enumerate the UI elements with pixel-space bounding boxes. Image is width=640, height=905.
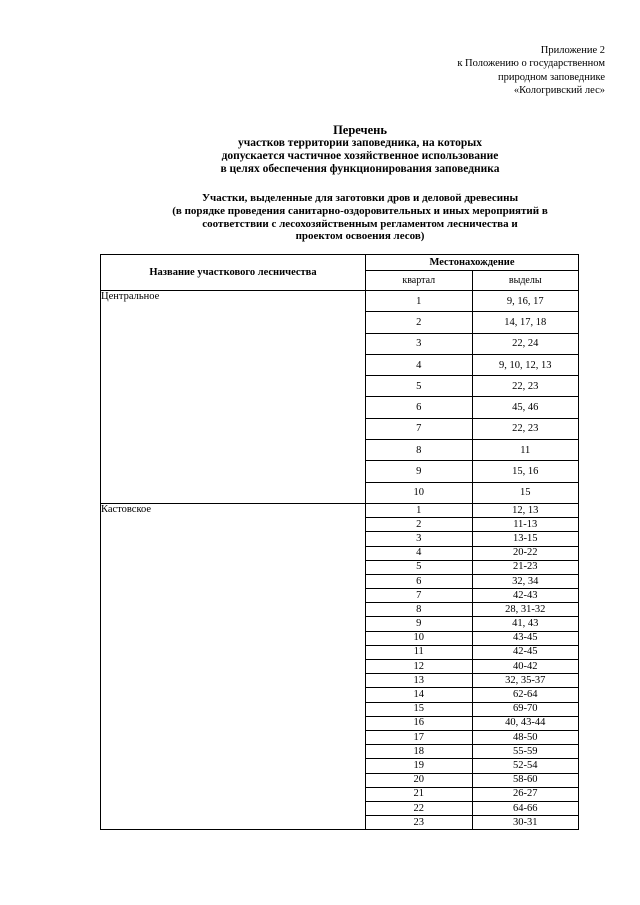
header-forestry-name: Название участкового лесничества [101, 255, 366, 291]
kvartal-cell: 19 [366, 759, 473, 773]
kvartal-cell: 6 [366, 574, 473, 588]
title-line: Перечень [333, 123, 387, 137]
vydely-cell: 22, 23 [472, 376, 579, 397]
subtitle-line: (в порядке проведения санитарно-оздоровительных и иных мероприятий в [172, 204, 548, 217]
header-kvartal: квартал [366, 271, 473, 291]
vydely-cell: 20-22 [472, 546, 579, 560]
kvartal-cell: 15 [366, 702, 473, 716]
appendix-line: природном заповеднике [497, 71, 605, 83]
kvartal-cell: 21 [366, 787, 473, 801]
title-line: в целях обеспечения функционирования заповедника [220, 163, 500, 175]
vydely-cell: 11 [472, 440, 579, 461]
kvartal-cell: 5 [366, 560, 473, 574]
vydely-cell: 43-45 [472, 631, 579, 645]
vydely-cell: 55-59 [472, 745, 579, 759]
vydely-cell: 41, 43 [472, 617, 579, 631]
kvartal-cell: 9 [366, 461, 473, 482]
vydely-cell: 15, 16 [472, 461, 579, 482]
subtitle-line: проектом освоения лесов) [295, 230, 425, 243]
kvartal-cell: 20 [366, 773, 473, 787]
header-vydely: выделы [472, 271, 579, 291]
kvartal-cell: 1 [366, 503, 473, 517]
vydely-cell: 62-64 [472, 688, 579, 702]
vydely-cell: 26-27 [472, 787, 579, 801]
kvartal-cell: 4 [366, 546, 473, 560]
kvartal-cell: 3 [366, 532, 473, 546]
kvartal-cell: 7 [366, 418, 473, 439]
appendix-line: к Положению о государственном [457, 58, 605, 70]
title-line: допускается частичное хозяйственное использование [221, 150, 499, 162]
vydely-cell: 28, 31-32 [472, 603, 579, 617]
header-location: Местонахождение [366, 255, 579, 271]
vydely-cell: 40-42 [472, 660, 579, 674]
kvartal-cell: 6 [366, 397, 473, 418]
vydely-cell: 9, 10, 12, 13 [472, 354, 579, 375]
appendix-header [457, 44, 605, 98]
subtitle-line: Участки, выделенные для заготовки дров и деловой древесины [201, 192, 519, 204]
vydely-cell: 52-54 [472, 759, 579, 773]
kvartal-cell: 3 [366, 333, 473, 354]
vydely-cell: 12, 13 [472, 503, 579, 517]
vydely-cell: 40, 43-44 [472, 716, 579, 730]
kvartal-cell: 17 [366, 730, 473, 744]
kvartal-cell: 10 [366, 631, 473, 645]
plots-table [100, 254, 579, 830]
title-line: участков территории заповедника, на которых [238, 137, 482, 149]
vydely-cell: 22, 23 [472, 418, 579, 439]
vydely-cell: 9, 16, 17 [472, 291, 579, 312]
kvartal-cell: 1 [366, 291, 473, 312]
vydely-cell: 42-43 [472, 589, 579, 603]
kvartal-cell: 8 [366, 440, 473, 461]
vydely-cell: 48-50 [472, 730, 579, 744]
table-row [101, 503, 579, 517]
vydely-cell: 42-45 [472, 645, 579, 659]
kvartal-cell: 11 [366, 645, 473, 659]
appendix-line: Приложение 2 [540, 45, 605, 56]
vydely-cell: 11-13 [472, 518, 579, 532]
kvartal-cell: 2 [366, 312, 473, 333]
kvartal-cell: 12 [366, 660, 473, 674]
table-row [101, 291, 579, 312]
kvartal-cell: 22 [366, 801, 473, 815]
document-title [100, 124, 620, 176]
kvartal-cell: 7 [366, 589, 473, 603]
kvartal-cell: 5 [366, 376, 473, 397]
plots-table-body [101, 291, 579, 830]
subtitle-line: соответствии с лесохозяйственным регламентом лесничества и [202, 217, 518, 230]
kvartal-cell: 8 [366, 603, 473, 617]
kvartal-cell: 16 [366, 716, 473, 730]
vydely-cell: 22, 24 [472, 333, 579, 354]
forestry-name: Центральное [101, 291, 366, 504]
kvartal-cell: 14 [366, 688, 473, 702]
vydely-cell: 14, 17, 18 [472, 312, 579, 333]
vydely-cell: 69-70 [472, 702, 579, 716]
vydely-cell: 32, 35-37 [472, 674, 579, 688]
kvartal-cell: 23 [366, 816, 473, 830]
vydely-cell: 45, 46 [472, 397, 579, 418]
section-subtitle [100, 192, 620, 243]
kvartal-cell: 4 [366, 354, 473, 375]
kvartal-cell: 2 [366, 518, 473, 532]
kvartal-cell: 10 [366, 482, 473, 503]
kvartal-cell: 9 [366, 617, 473, 631]
vydely-cell: 64-66 [472, 801, 579, 815]
vydely-cell: 30-31 [472, 816, 579, 830]
kvartal-cell: 13 [366, 674, 473, 688]
forestry-name: Кастовское [101, 503, 366, 829]
vydely-cell: 58-60 [472, 773, 579, 787]
appendix-line: «Кологривский лес» [513, 85, 605, 97]
vydely-cell: 32, 34 [472, 574, 579, 588]
vydely-cell: 21-23 [472, 560, 579, 574]
vydely-cell: 13-15 [472, 532, 579, 546]
kvartal-cell: 18 [366, 745, 473, 759]
vydely-cell: 15 [472, 482, 579, 503]
